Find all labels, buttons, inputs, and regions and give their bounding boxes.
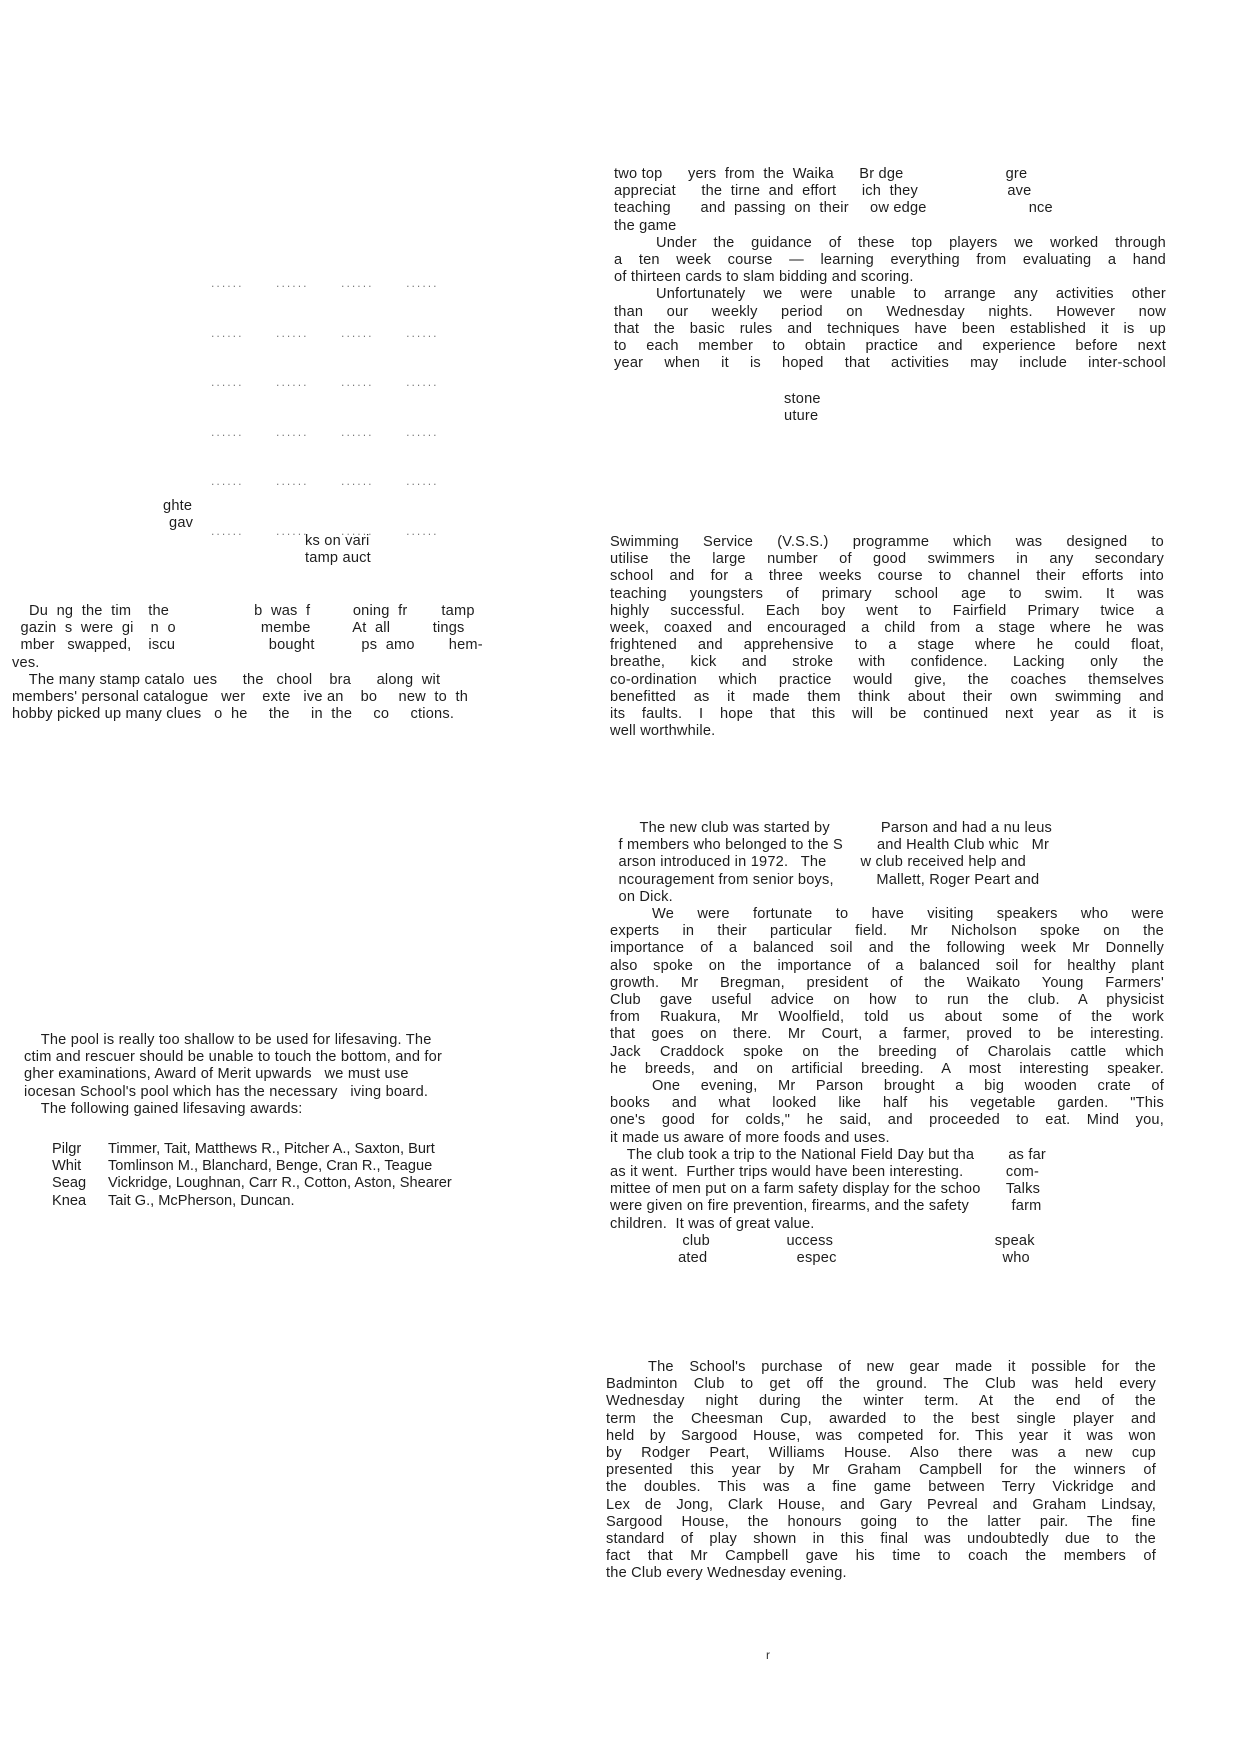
text-line: We were fortunate to have visiting speakers who were (652, 906, 1164, 923)
text-line: tamp auct (305, 550, 371, 567)
text-line: ctim and rescuer should be unable to touch the bottom, and for (24, 1049, 443, 1066)
text-line: The new club was started by Parson and had a nu leus (610, 820, 1053, 836)
text-line: One evening, Mr Parson brought a big wooden crate of (652, 1078, 1164, 1095)
text-line: Swimming Service (V.S.S.) programme which was designed to (610, 534, 1164, 550)
text-line: The School's purchase of new gear made it possible for the (648, 1359, 1156, 1375)
text-line: arson introduced in 1972. The w club received help and (610, 854, 1026, 871)
text-line: week, coaxed and encouraged a child from a stage where he was (610, 620, 1164, 637)
text-line: uture (784, 408, 819, 425)
bridge-paragraph-1 (614, 235, 1166, 287)
text-line: The following gained lifesaving awards: (24, 1100, 303, 1117)
house-label: Seag (52, 1175, 87, 1192)
text-line: Jack Craddock spoke on the breeding of Charolais cattle which (610, 1043, 1164, 1060)
text-line: Club gave useful advice on how to run the club. A physicist (610, 992, 1164, 1009)
list-item (52, 1175, 572, 1192)
text-line: Unfortunately we were unable to arrange any activities other (656, 286, 1166, 303)
text-line: breathe, kick and stroke with confidence. Lacking only the (610, 654, 1164, 671)
text-line: school and for a three weeks course to channel their efforts into (610, 568, 1164, 585)
text-line: importance of a balanced soil and the following week Mr Donnelly (610, 940, 1164, 957)
text-line: ghte (163, 498, 193, 514)
text-line: ks on vari (305, 533, 370, 549)
award-names: Tomlinson M., Blanchard, Benge, Cran R., Teague (108, 1158, 433, 1175)
text-line: from Ruakura, Mr Woolfield, told us about some of the work (610, 1009, 1164, 1026)
bridge-paragraph-2 (614, 286, 1166, 372)
farm-tail-fragments (610, 1233, 1164, 1267)
text-line: gav (169, 515, 194, 532)
award-names: Vickridge, Loughnan, Carr R., Cotton, Aston, Shearer (108, 1175, 452, 1192)
text-line: as it went. Further trips would have been interesting. com- (610, 1164, 1040, 1181)
text-line: gazin s were gi n o membe At all tings (12, 620, 465, 637)
stamp-club-section (12, 603, 572, 723)
text-line: the game (614, 217, 677, 234)
text-line: well worthwhile. (610, 723, 716, 740)
text-line: co-ordination which practice would give, the coaches themselves (610, 671, 1164, 688)
text-line: were given on fire prevention, firearms, and the safety farm (610, 1198, 1042, 1215)
text-line: club uccess speak (610, 1232, 1035, 1249)
farm-fragment-lines (610, 820, 1164, 906)
text-line: The pool is really too shallow to be used for lifesaving. The (24, 1032, 432, 1048)
text-line: gher examinations, Award of Merit upwards we must use (24, 1066, 409, 1083)
text-line: growth. Mr Bregman, president of the Waikato Young Farmers' (610, 974, 1164, 991)
text-line: than our weekly period on Wednesday nights. However now (614, 303, 1166, 320)
bridge-tail-fragments (784, 391, 821, 425)
text-line: that goes on there. Mr Court, a farmer, proved to be interesting. (610, 1026, 1164, 1043)
bridge-club-section (614, 166, 1166, 372)
text-line: utilise the large number of good swimmers in any secondary (610, 551, 1164, 568)
text-line: teaching and passing on their ow edge nce (614, 200, 1053, 217)
farm-paragraph-4 (610, 1147, 1164, 1233)
award-names: Timmer, Tait, Matthews R., Pitcher A., Saxton, Burt (108, 1141, 435, 1157)
text-line: stone (784, 391, 821, 407)
text-line: also spoke on the importance of a balanced soil for healthy plant (610, 957, 1164, 974)
text-line: of thirteen cards to slam bidding and scoring. (614, 269, 914, 286)
text-line: that the basic rules and techniques have been established it is up (614, 320, 1166, 337)
text-line: The many stamp catalo ues the chool bra along wit (12, 671, 441, 688)
text-line: on Dick. (610, 888, 673, 905)
text-line: Wednesday night during the winter term. At the end of the (606, 1393, 1156, 1410)
list-item (52, 1141, 572, 1158)
text-line: Lex de Jong, Clark House, and Gary Pevreal and Graham Lindsay, (606, 1496, 1156, 1513)
text-line: teaching youngsters of primary school age to swim. It was (610, 585, 1164, 602)
text-line: members' personal catalogue wer exte ive an bo new to th (12, 689, 469, 706)
text-line: mber swapped, iscu bought ps amo hem- (12, 637, 483, 654)
text-line: iocesan School's pool which has the necessary iving board. (24, 1083, 429, 1100)
text-line: term the Cheesman Cup, awarded to the best single player and (606, 1410, 1156, 1427)
text-line: The club took a trip to the National Field Day but tha as far (610, 1146, 1046, 1163)
text-line: Badminton Club to get off the ground. The Club was held every (606, 1376, 1156, 1393)
text-line: experts in their particular field. Mr Nicholson spoke on the (610, 923, 1164, 940)
text-line: ncouragement from senior boys, Mallett, Roger Peart and (610, 871, 1040, 888)
text-line: highly successful. Each boy went to Fairfield Primary twice a (610, 602, 1164, 619)
award-names: Tait G., McPherson, Duncan. (108, 1192, 295, 1209)
text-line: children. It was of great value. (610, 1215, 815, 1232)
dotted-placeholder-grid (210, 244, 438, 538)
text-line: its faults. I hope that this will be continued next year as it is (610, 706, 1164, 723)
house-label: Knea (52, 1192, 87, 1209)
farm-paragraph-3 (610, 1078, 1164, 1147)
text-line: frightened and apprehensive to a stage where he could float, (610, 637, 1164, 654)
swimming-section (610, 534, 1164, 740)
page-mark: r (766, 1648, 770, 1662)
text-line: benefitted as it made them think about their own swimming and (610, 688, 1164, 705)
list-item (52, 1158, 572, 1175)
text-line: two top yers from the Waika Br dge gre (614, 166, 1028, 182)
text-line: mittee of men put on a farm safety display for the schoo Talks (610, 1181, 1041, 1198)
text-line: to each member to obtain practice and experience before next (614, 338, 1166, 355)
text-line: Under the guidance of these top players we worked through (656, 234, 1166, 251)
text-line: books and what looked like half his vegetable garden. "This (610, 1095, 1164, 1112)
text-line: Sargood House, the honours going to the latter pair. The fine (606, 1513, 1156, 1530)
dots-row: ...... ...... ...... ...... (210, 379, 438, 389)
text-line: the doubles. This was a fine game between Terry Vickridge and (606, 1479, 1156, 1496)
text-line: held by Sargood House, was competed for. This year it was won (606, 1427, 1156, 1444)
text-line: fact that Mr Campbell gave his time to coach the members of (606, 1548, 1156, 1565)
dots-row: ...... ...... ...... ...... (210, 478, 438, 488)
dots-row: ...... ...... ...... ...... (210, 527, 438, 538)
farm-paragraph-2 (610, 906, 1164, 1078)
farm-club-section (610, 820, 1164, 1267)
lifesaving-section (24, 1032, 572, 1118)
dots-row: ...... ...... ...... ...... (210, 329, 438, 340)
dots-row: ...... ...... ...... ...... (210, 280, 438, 290)
text-line: presented this year by Mr Graham Campbell for the winners of (606, 1462, 1156, 1479)
house-label: Whit (52, 1158, 82, 1175)
text-line: he breeds, and on artificial breeding. A most interesting speaker. (610, 1060, 1164, 1077)
text-line: year when it is hoped that activities may include inter-school (614, 355, 1166, 372)
list-item (52, 1193, 572, 1210)
stamp-club-heading-fragment-2 (305, 533, 371, 567)
dots-row: ...... ...... ...... ...... (210, 428, 438, 439)
text-line: a ten week course — learning everything from evaluating a hand (614, 252, 1166, 269)
badminton-section (606, 1359, 1156, 1583)
text-line: ves. (12, 654, 40, 671)
text-line: it made us aware of more foods and uses. (610, 1129, 890, 1146)
house-label: Pilgr (52, 1141, 82, 1157)
text-line: by Rodger Peart, Williams House. Also there was a new cup (606, 1445, 1156, 1462)
text-line: hobby picked up many clues o he the in the co ctions. (12, 706, 455, 723)
text-line: appreciat the tirne and effort ich they ave (614, 183, 1032, 200)
text-line: Du ng the tim the b was f oning fr tamp (12, 603, 475, 619)
text-line: standard of play shown in this final was undoubtedly due to the (606, 1531, 1156, 1548)
lifesaving-awards-list (52, 1141, 572, 1210)
bridge-fragment-lines (614, 166, 1166, 235)
text-line: ated espec who (610, 1250, 1030, 1267)
text-line: f members who belonged to the S and Health Club whic Mr (610, 837, 1050, 854)
text-line: the Club every Wednesday evening. (606, 1565, 847, 1582)
stamp-club-heading-fragment-1 (163, 498, 193, 532)
text-line: one's good for colds," he said, and proceeded to eat. Mind you, (610, 1112, 1164, 1129)
